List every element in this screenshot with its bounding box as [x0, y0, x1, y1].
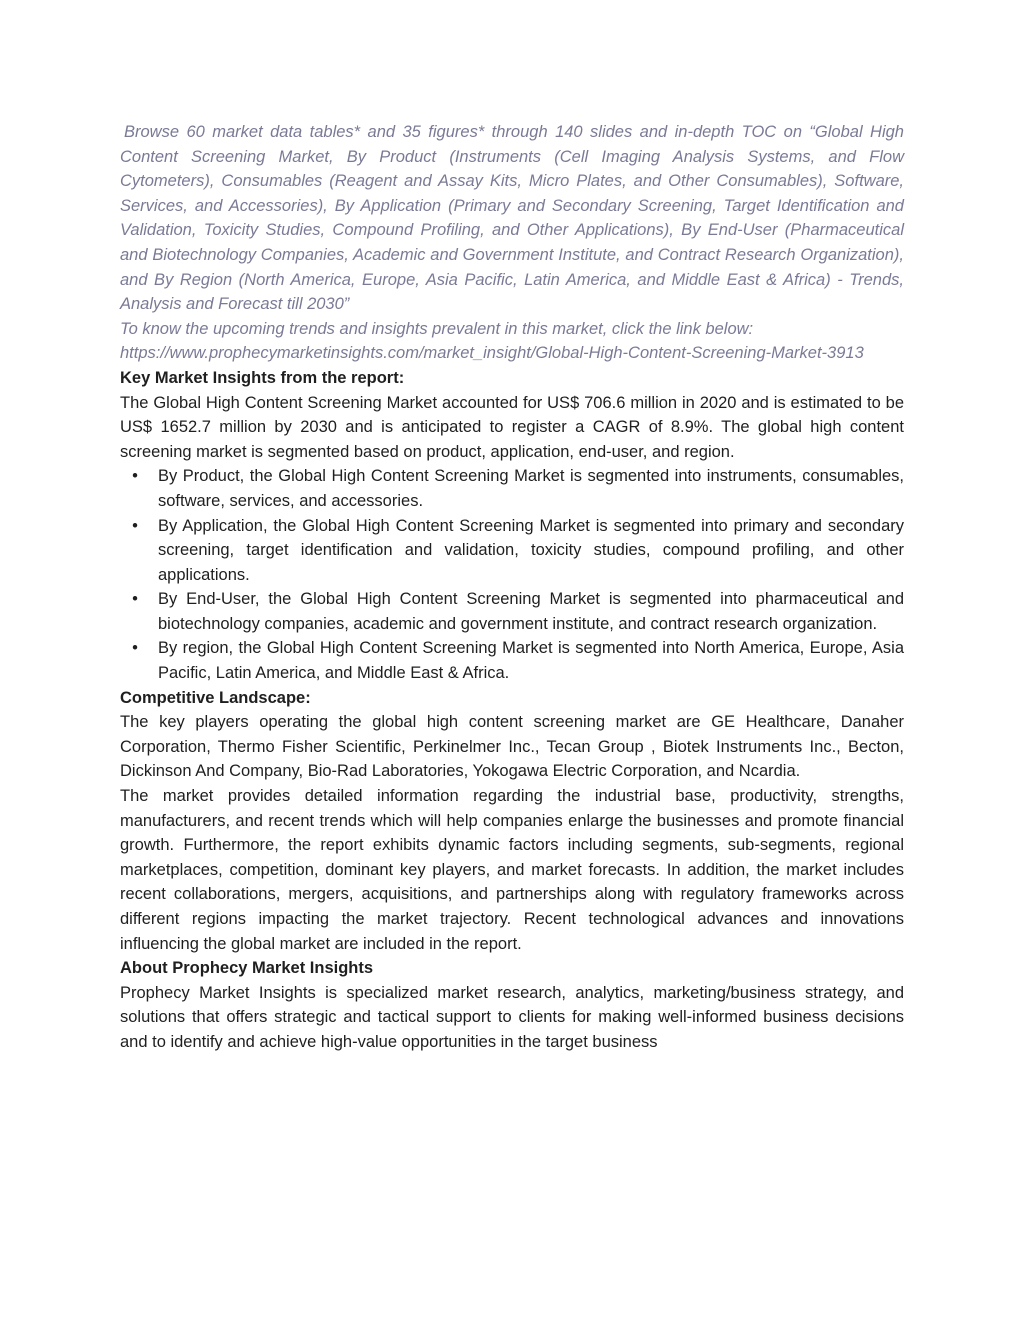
document-page [120, 120, 904, 1055]
list-item [132, 514, 904, 588]
key-insights-heading: Key Market Insights from the report: [120, 368, 405, 387]
list-item [132, 636, 904, 685]
bullet-icon: • [132, 639, 138, 658]
market-details-text: The market provides detailed information regarding the industrial base, productivity, strengths, manufacturers, and recent trends which will help companies enlarge the businesses and promote financial growth. Furthermore, the report exhibits dynamic factors including segments, sub-segments, regional marketplaces, competition, dominant key players, and market forecasts. In addition, the market includes recent collaborations, mergers, acquisitions, and partnerships along with regulatory frameworks across different regions impacting the market trajectory. Recent technological advances and innovations influencing the global market are included in the report. [120, 787, 904, 953]
cta-text: To know the upcoming trends and insights prevalent in this market, click the link below: [120, 319, 754, 338]
report-link[interactable]: https://www.prophecymarketinsights.com/market_insight/Global-High-Content-Screening-Market-3913 [120, 344, 864, 363]
list-item-text: By End-User, the Global High Content Screening Market is segmented into pharmaceutical and biotechnology companies, academic and government institute, and contract research organization. [158, 590, 904, 633]
list-item-text: By Product, the Global High Content Screening Market is segmented into instruments, consumables, software, services, and accessories. [158, 467, 904, 510]
list-item [132, 464, 904, 513]
bullet-icon: • [132, 516, 138, 535]
market-summary-text: The Global High Content Screening Market accounted for US$ 706.6 million in 2020 and is estimated to be US$ 1652.7 million by 2030 and is anticipated to register a CAGR of 8.9%. The global high content screening market is segmented based on product, application, end-user, and region. [120, 393, 904, 461]
competitive-landscape-heading: Competitive Landscape: [120, 688, 311, 707]
bullet-icon: • [132, 467, 138, 486]
bullet-icon: • [132, 590, 138, 609]
list-item [132, 587, 904, 636]
segmentation-list [120, 464, 904, 685]
key-players-text: The key players operating the global high content screening market are GE Healthcare, Danaher Corporation, Thermo Fisher Scientific, Perkinelmer Inc., Tecan Group , Biotek Instruments Inc., Becton, Dickinson And Company, Bio-Rad Laboratories, Yokogawa Electric Corporation, and Ncardia. [120, 713, 904, 781]
list-item-text: By region, the Global High Content Screening Market is segmented into North America, Europe, Asia Pacific, Latin America, and Middle East & Africa. [158, 639, 904, 683]
list-item-text: By Application, the Global High Content Screening Market is segmented into primary and secondary screening, target identification and validation, toxicity studies, compound profiling, and other applications. [158, 516, 904, 584]
browse-intro-text: Browse 60 market data tables* and 35 figures* through 140 slides and in-depth TOC on “Global High Content Screening Market, By Product (Instruments (Cell Imaging Analysis Systems, and Flow Cytometers), Consumables (Reagent and Assay Kits, Micro Plates, and Other Consumables), Software, Services, and Accessories), By Application (Primary and Secondary Screening, Target Identification and Validation, Toxicity Studies, Compound Profiling, and Other Applications), By End-User (Pharmaceutical and Biotechnology Companies, Academic and Government Institute, and Contract Research Organization), and By Region (North America, Europe, Asia Pacific, Latin America, and Middle East & Africa) - Trends, Analysis and Forecast till 2030” [120, 123, 904, 314]
about-heading: About Prophecy Market Insights [120, 959, 374, 978]
about-text: Prophecy Market Insights is specialized market research, analytics, marketing/business strategy, and solutions that offers strategic and tactical support to clients for making well-informed business decisions and to identify and achieve high-value opportunities in the target business [120, 983, 904, 1051]
